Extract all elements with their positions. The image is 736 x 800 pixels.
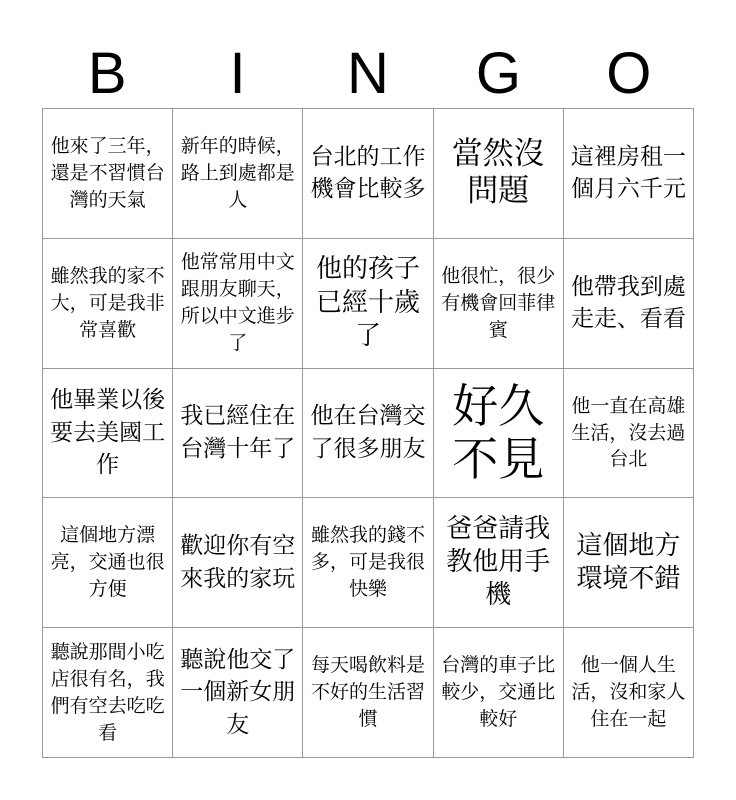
bingo-grid <box>42 108 694 758</box>
bingo-cell-r3c2[interactable] <box>173 369 303 499</box>
bingo-cell-text: 台灣的車子比較少，交通比較好 <box>441 654 556 731</box>
bingo-cell-text: 好久不見 <box>452 379 545 486</box>
bingo-cell-text: 每天喝飲料是不好的生活習慣 <box>310 654 425 731</box>
bingo-cell-r1c4[interactable] <box>434 109 564 239</box>
bingo-cell-r5c2[interactable] <box>173 628 303 758</box>
bingo-cell-r1c2[interactable] <box>173 109 303 239</box>
bingo-cell-r5c3[interactable] <box>303 628 433 758</box>
bingo-cell-r3c4[interactable] <box>434 369 564 499</box>
bingo-cell-r4c2[interactable] <box>173 498 303 628</box>
bingo-cell-r5c5[interactable] <box>564 628 694 758</box>
bingo-cell-text: 當然沒問題 <box>451 135 545 210</box>
bingo-cell-text: 爸爸請我教他用手機 <box>446 513 551 611</box>
bingo-cell-r2c3[interactable] <box>303 239 433 369</box>
bingo-cell-text: 我已經住在台灣十年了 <box>180 403 296 462</box>
bingo-cell-text: 台北的工作機會比較多 <box>310 143 426 203</box>
bingo-cell-r4c5[interactable] <box>564 498 694 628</box>
header-letter-n: N <box>347 41 389 106</box>
bingo-cell-r4c3[interactable] <box>303 498 433 628</box>
bingo-cell-text: 他在台灣交了很多朋友 <box>310 403 426 462</box>
bingo-cell-text: 他帶我到處走走、看看 <box>570 273 686 333</box>
bingo-cell-r5c1[interactable] <box>43 628 173 758</box>
bingo-cell-text: 新年的時候，路上到處都是人 <box>180 134 295 211</box>
bingo-cell-r2c5[interactable] <box>564 239 694 369</box>
bingo-cell-r1c3[interactable] <box>303 109 433 239</box>
bingo-cell-text: 他常常用中文跟朋友聊天，所以中文進步了 <box>180 251 295 355</box>
bingo-cell-r1c1[interactable] <box>43 109 173 239</box>
header-letter-g: G <box>475 41 521 106</box>
header-letter-o: O <box>606 41 652 106</box>
bingo-cell-r4c4[interactable] <box>434 498 564 628</box>
bingo-header <box>42 40 694 108</box>
bingo-cell-text: 他一直在高雄生活，沒去過台北 <box>571 394 686 471</box>
bingo-cell-text: 聽說他交了一個新女朋友 <box>180 646 296 738</box>
bingo-cell-text: 他畢業以後要去美國工作 <box>50 387 166 479</box>
bingo-cell-r2c1[interactable] <box>43 239 173 369</box>
bingo-cell-text: 他一個人生活，沒和家人住在一起 <box>571 654 686 731</box>
bingo-cell-r3c1[interactable] <box>43 369 173 499</box>
bingo-cell-text: 雖然我的家不大，可是我非常喜歡 <box>50 264 165 341</box>
bingo-cell-r1c5[interactable] <box>564 109 694 239</box>
bingo-cell-r3c3[interactable] <box>303 369 433 499</box>
bingo-cell-text: 他的孩子已經十歲了 <box>315 254 420 351</box>
bingo-cell-r5c4[interactable] <box>434 628 564 758</box>
bingo-cell-text: 他很忙，很少有機會回菲律賓 <box>441 264 556 341</box>
bingo-cell-text: 雖然我的錢不多，可是我很快樂 <box>310 524 425 601</box>
header-letter-b: B <box>87 41 127 106</box>
bingo-cell-r2c2[interactable] <box>173 239 303 369</box>
bingo-cell-text: 這裡房租一個月六千元 <box>570 143 686 203</box>
bingo-cell-r2c4[interactable] <box>434 239 564 369</box>
bingo-cell-text: 這個地方環境不錯 <box>576 530 681 594</box>
bingo-cell-text: 這個地方漂亮，交通也很方便 <box>50 524 165 601</box>
bingo-cell-text: 聽說那間小吃店很有名，我們有空去吃吃看 <box>50 640 165 744</box>
header-letter-i: I <box>229 41 246 106</box>
bingo-cell-text: 歡迎你有空來我的家玩 <box>180 533 296 592</box>
bingo-cell-r4c1[interactable] <box>43 498 173 628</box>
bingo-cell-text: 他來了三年，還是不習慣台灣的天氣 <box>50 134 165 211</box>
bingo-cell-r3c5[interactable] <box>564 369 694 499</box>
